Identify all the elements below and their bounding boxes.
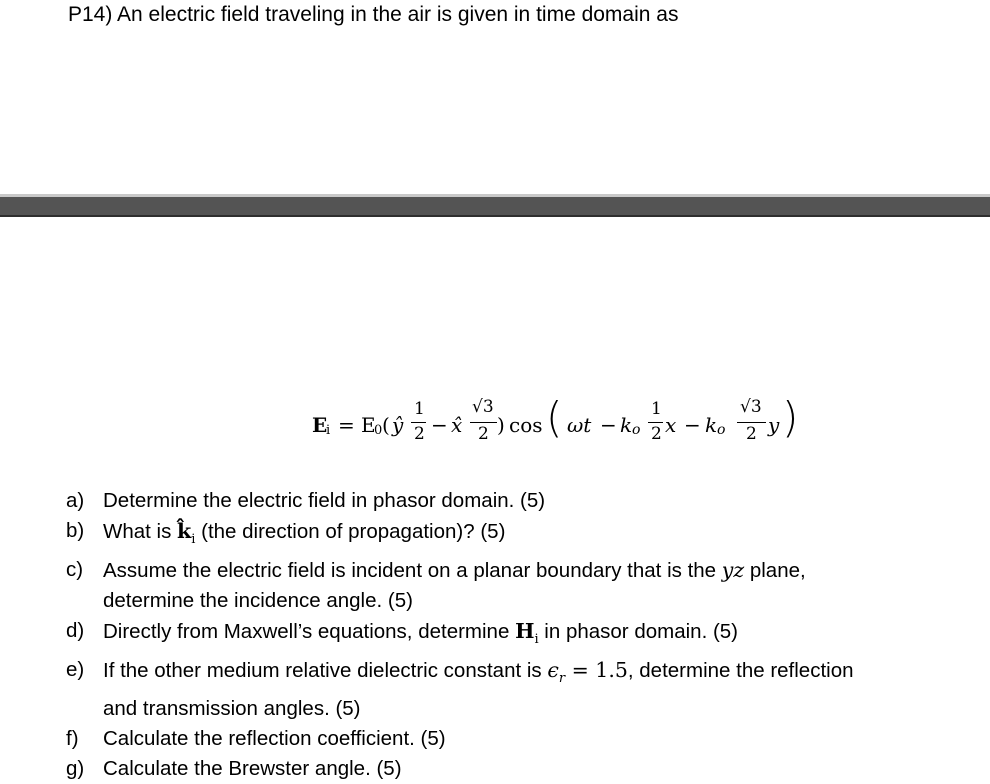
item-text-line2: and transmission angles. (5) <box>103 697 361 721</box>
eq-k2: k <box>705 413 718 437</box>
item-label: f) <box>66 727 79 751</box>
eq-cos: cos <box>509 413 543 437</box>
eq-frac2-num: √3 <box>472 397 494 417</box>
eq-k1-sub: o <box>632 422 641 438</box>
eq-k2-sub: o <box>717 422 726 438</box>
eq-frac3-num: 1 <box>651 399 662 419</box>
eq-frac3-den: 2 <box>651 424 662 444</box>
eq-equals: = <box>338 413 355 437</box>
eq-xhat: x̂ <box>451 413 463 437</box>
eq-amplitude-sub: 0 <box>374 423 383 438</box>
question-list <box>66 486 981 784</box>
item-text-line2: determine the incidence angle. (5) <box>103 589 413 613</box>
eq-lhs: E <box>312 413 328 437</box>
item-label: g) <box>66 757 85 781</box>
item-text-pre: Assume the electric field is incident on a planar boundary that is the <box>103 559 722 583</box>
item-text: Determine the electric field in phasor domain. (5) <box>103 489 546 512</box>
epsilon-subscript: r <box>558 671 566 687</box>
eq-amplitude: E <box>361 413 376 437</box>
h-symbol: H <box>515 619 535 644</box>
list-item <box>66 724 981 754</box>
item-label: e) <box>66 658 85 682</box>
list-item <box>66 655 981 724</box>
eq-minus-1: − <box>431 413 448 437</box>
item-label: a) <box>66 489 85 512</box>
item-text-pre: What is <box>103 520 178 543</box>
k-hat-symbol: k̂ <box>177 519 192 543</box>
epsilon-symbol: ϵ <box>547 658 559 683</box>
list-item <box>66 555 981 616</box>
eq-k1: k <box>620 413 633 437</box>
epsilon-value: = 1.5 <box>565 658 628 683</box>
item-text-post: (the direction of propagation)? (5) <box>195 520 506 543</box>
item-text-pre: If the other medium relative dielectric constant is <box>103 659 548 683</box>
problem-title: P14) An electric field traveling in the air is given in time domain as <box>68 3 679 26</box>
item-text: Calculate the reflection coefficient. (5) <box>103 727 446 751</box>
item-text-post: , determine the reflection <box>627 659 854 683</box>
eq-frac1-num: 1 <box>414 399 425 419</box>
eq-frac3-bar <box>648 422 663 423</box>
h-subscript: i <box>534 632 539 648</box>
item-label: b) <box>66 519 85 542</box>
eq-frac1-den: 2 <box>414 424 425 444</box>
list-item <box>66 616 981 655</box>
eq-minus-3: − <box>684 413 701 437</box>
k-hat-subscript: i <box>191 532 196 548</box>
item-text-pre: Directly from Maxwell’s equations, determine <box>103 620 516 644</box>
electric-field-equation <box>312 393 832 459</box>
item-text: Calculate the Brewster angle. (5) <box>103 757 402 781</box>
list-item <box>66 516 981 555</box>
divider-bar <box>0 194 990 217</box>
eq-frac2-den: 2 <box>478 424 489 444</box>
eq-open-paren: ( <box>382 413 390 437</box>
item-label: d) <box>66 619 85 643</box>
eq-yhat: ŷ <box>392 413 404 437</box>
eq-frac4-num: √3 <box>740 397 762 417</box>
eq-x: x <box>665 413 677 437</box>
eq-close-paren: ) <box>497 413 505 437</box>
eq-frac2-bar <box>470 422 497 423</box>
eq-minus-2: − <box>600 413 617 437</box>
eq-frac1-bar <box>411 422 426 423</box>
eq-frac4-den: 2 <box>746 424 757 444</box>
eq-omega-t: ωt <box>567 413 592 437</box>
item-text-post: plane, <box>744 559 806 583</box>
eq-big-close-paren: ) <box>782 393 799 442</box>
eq-big-open-paren: ( <box>546 393 563 442</box>
yz-variable: yz <box>721 558 745 583</box>
eq-y: y <box>768 413 780 437</box>
item-text-post: in phasor domain. (5) <box>538 620 739 644</box>
eq-frac4-bar <box>737 422 766 423</box>
list-item <box>66 486 981 516</box>
eq-lhs-sub: i <box>326 423 331 438</box>
item-label: c) <box>66 558 84 582</box>
